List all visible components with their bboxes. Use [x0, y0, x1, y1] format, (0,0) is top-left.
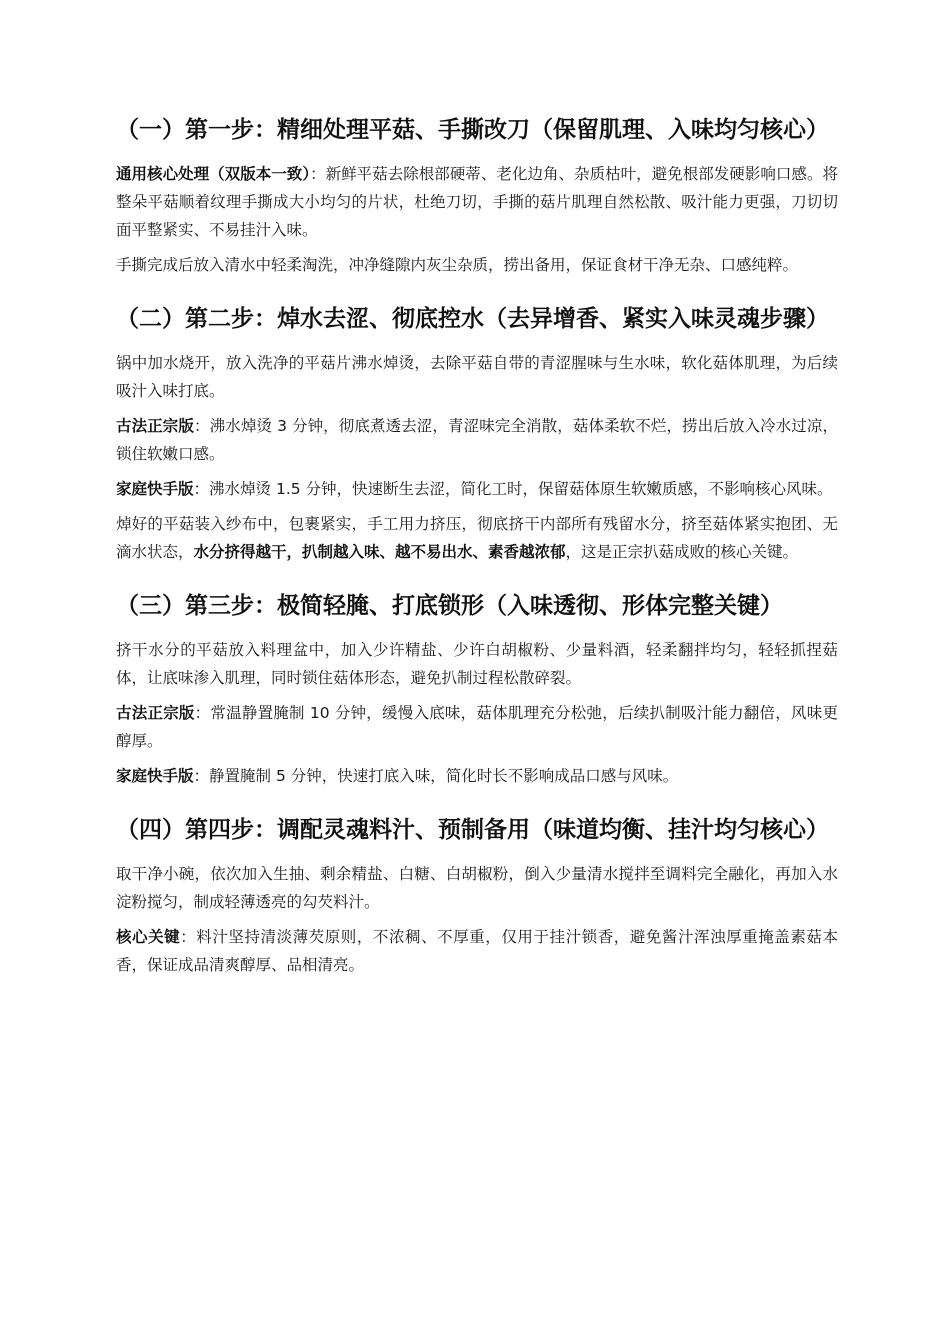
section-heading: （一）第一步：精细处理平菇、手撕改刀（保留肌理、入味均匀核心）: [116, 117, 829, 143]
paragraph-tail: ，这是正宗扒菇成败的核心关键。: [565, 543, 799, 561]
paragraph: [116, 510, 838, 566]
label-separator: ：: [180, 928, 197, 946]
label-separator: ：: [194, 704, 211, 722]
paragraph: [116, 636, 838, 692]
label-separator: ：: [194, 417, 210, 435]
paragraph-text: 手撕完成后放入清水中轻柔淘洗，冲净缝隙内灰尘杂质，捞出备用，保证食材干净无杂、口感纯粹。: [116, 256, 799, 274]
paragraph-text: 沸水焯烫 1.5 分钟，快速断生去涩，简化工时，保留菇体原生软嫩质感，不影响核心风味。: [209, 480, 833, 498]
paragraph: [116, 349, 838, 405]
section-heading: （三）第三步：极简轻腌、打底锁形（入味透彻、形体完整关键）: [116, 593, 783, 619]
paragraph: [116, 160, 838, 244]
section-step-3: [116, 588, 838, 790]
paragraph-text: 料汁坚持清淡薄芡原则，不浓稠、不厚重，仅用于挂汁锁香，避免酱汁浑浊厚重掩盖素菇本香，保证成品清爽醇厚、品相清亮。: [116, 928, 838, 974]
label-separator: ：: [310, 165, 326, 183]
paragraph-label: 古法正宗版: [116, 417, 195, 435]
section-heading: （二）第二步：焯水去涩、彻底控水（去异增香、紧实入味灵魂步骤）: [116, 306, 829, 332]
label-separator: ：: [193, 480, 210, 498]
section-step-2: [116, 301, 838, 566]
document-page: [116, 112, 838, 1001]
emphasis-text: 水分挤得越干，扒制越入味、越不易出水、素香越浓郁: [193, 543, 566, 561]
paragraph: [116, 923, 838, 979]
paragraph-label: 通用核心处理（双版本一致）: [116, 165, 311, 183]
paragraph: [116, 860, 838, 916]
section-step-4: [116, 812, 838, 979]
paragraph-label: 家庭快手版: [116, 480, 194, 498]
paragraph-text: 沸水焯烫 3 分钟，彻底煮透去涩，青涩味完全消散，菇体柔软不烂，捞出后放入冷水过凉，锁住软嫩口感。: [116, 417, 838, 463]
section-step-1: [116, 112, 838, 279]
paragraph: [116, 251, 838, 279]
paragraph-text: 取干净小碗，依次加入生抽、剩余精盐、白糖、白胡椒粉，倒入少量清水搅拌至调料完全融化，再加入水淀粉搅匀，制成轻薄透亮的勾芡料汁。: [116, 865, 838, 911]
paragraph-text: 焯好的平菇装入纱布中，包裹紧实，手工用力挤压，彻底挤干内部所有残留水分，挤至菇体紧实抱团、无滴水状态，: [116, 515, 838, 561]
paragraph: [116, 762, 838, 790]
paragraph: [116, 699, 838, 755]
paragraph: [116, 475, 838, 503]
paragraph-text: 静置腌制 5 分钟，快速打底入味，简化时长不影响成品口感与风味。: [209, 767, 679, 785]
section-heading: （四）第四步：调配灵魂料汁、预制备用（味道均衡、挂汁均匀核心）: [116, 817, 829, 843]
paragraph-text: 挤干水分的平菇放入料理盆中，加入少许精盐、少许白胡椒粉、少量料酒，轻柔翻拌均匀，轻轻抓捏菇体，让底味渗入肌理，同时锁住菇体形态，避免扒制过程松散碎裂。: [116, 641, 838, 687]
paragraph: [116, 412, 838, 468]
paragraph-label: 核心关键: [116, 928, 181, 946]
paragraph-label: 古法正宗版: [116, 704, 195, 722]
label-separator: ：: [193, 767, 210, 785]
paragraph-label: 家庭快手版: [116, 767, 194, 785]
paragraph-text: 新鲜平菇去除根部硬蒂、老化边角、杂质枯叶，避免根部发硬影响口感。将整朵平菇顺着纹理手撕成大小均匀的片状，杜绝刀切，手撕的菇片肌理自然松散、吸汁能力更强，刀切切面平整紧实、不易挂汁入味。: [116, 165, 838, 239]
paragraph-text: 常温静置腌制 10 分钟，缓慢入底味，菇体肌理充分松弛，后续扒制吸汁能力翻倍，风味更醇厚。: [116, 704, 838, 750]
paragraph-text: 锅中加水烧开，放入洗净的平菇片沸水焯烫，去除平菇自带的青涩腥味与生水味，软化菇体肌理，为后续吸汁入味打底。: [116, 354, 838, 400]
